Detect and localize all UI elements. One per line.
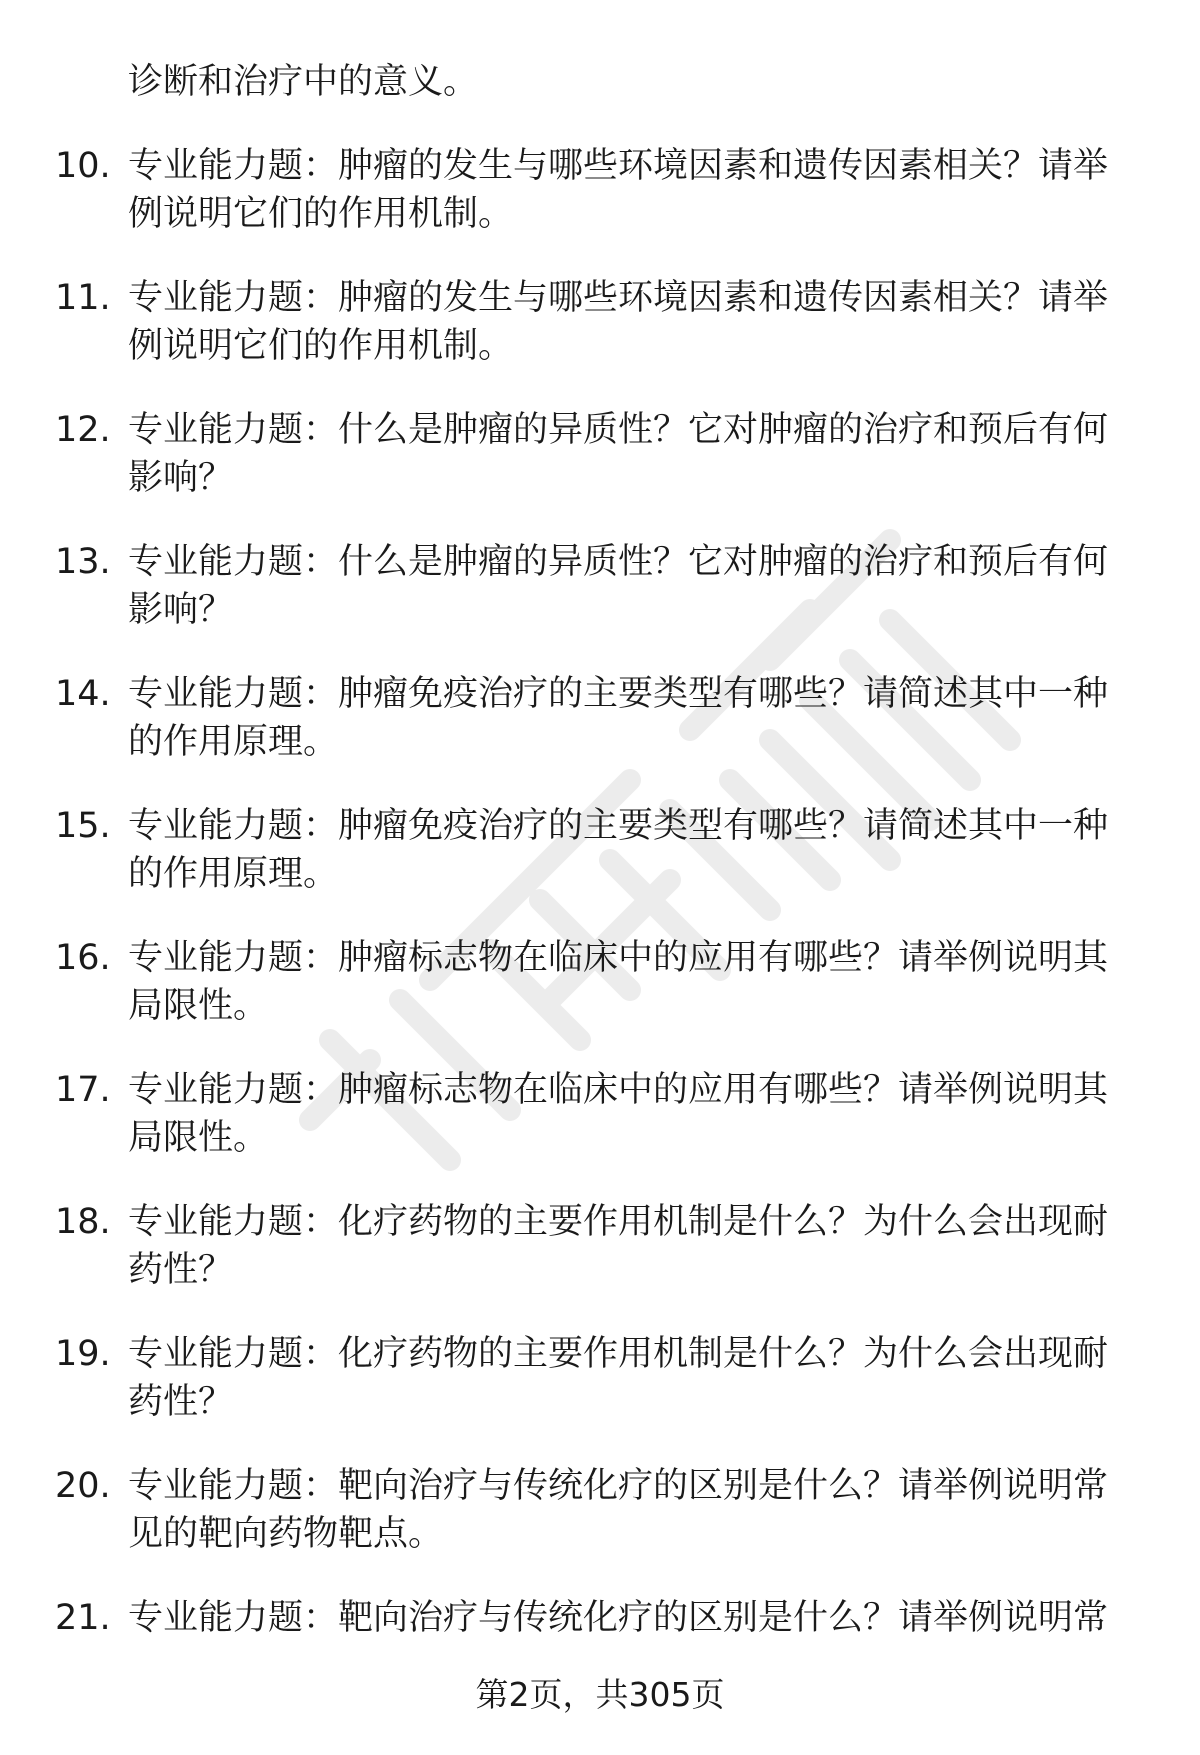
question-text-line-2: 的作用原理。 [128, 722, 339, 762]
question-text-line-2: 的作用原理。 [128, 854, 339, 894]
question-item [0, 1330, 1200, 1462]
question-text-line-1: 专业能力题：靶向治疗与传统化疗的区别是什么？请举例说明常 [128, 1466, 1109, 1506]
question-text-line-1: 专业能力题：什么是肿瘤的异质性？它对肿瘤的治疗和预后有何 [128, 542, 1109, 582]
question-item [0, 934, 1200, 1066]
question-number: 19. [55, 1334, 111, 1374]
question-text-line-2: 见的靶向药物靶点。 [128, 1514, 444, 1554]
question-text-line-2: 例说明它们的作用机制。 [128, 194, 514, 234]
question-number: 18. [55, 1202, 111, 1242]
question-item [0, 1198, 1200, 1330]
question-number: 21. [55, 1598, 111, 1638]
question-text-line-1: 专业能力题：肿瘤免疫治疗的主要类型有哪些？请简述其中一种 [128, 674, 1109, 714]
question-text-line-1: 专业能力题：肿瘤标志物在临床中的应用有哪些？请举例说明其 [128, 1070, 1109, 1110]
question-number: 20. [55, 1466, 111, 1506]
question-item [0, 538, 1200, 670]
question-text-line-1: 专业能力题：肿瘤标志物在临床中的应用有哪些？请举例说明其 [128, 938, 1109, 978]
question-number: 11. [55, 278, 111, 318]
question-number: 17. [55, 1070, 111, 1110]
question-text-line-1: 专业能力题：什么是肿瘤的异质性？它对肿瘤的治疗和预后有何 [128, 410, 1109, 450]
question-number: 14. [55, 674, 111, 714]
question-text-line-2: 局限性。 [128, 986, 269, 1026]
question-number: 15. [55, 806, 111, 846]
question-text-line-2: 药性？ [128, 1382, 234, 1422]
question-text-line-2: 例说明它们的作用机制。 [128, 326, 514, 366]
question-item [0, 802, 1200, 934]
question-item [0, 274, 1200, 406]
question-item [0, 670, 1200, 802]
question-text-line-1: 专业能力题：肿瘤免疫治疗的主要类型有哪些？请简述其中一种 [128, 806, 1109, 846]
question-item [0, 1066, 1200, 1198]
question-text-line-1: 专业能力题：化疗药物的主要作用机制是什么？为什么会出现耐 [128, 1202, 1109, 1242]
question-text-line-2: 药性？ [128, 1250, 234, 1290]
page-footer: 第2页，共305页 [475, 1675, 725, 1714]
question-text-line-1: 专业能力题：化疗药物的主要作用机制是什么？为什么会出现耐 [128, 1334, 1109, 1374]
question-item [0, 1462, 1200, 1594]
question-list [0, 142, 1200, 1726]
question-number: 10. [55, 146, 111, 186]
question-text-line-2: 影响？ [128, 590, 234, 630]
question-text-line-1: 专业能力题：肿瘤的发生与哪些环境因素和遗传因素相关？请举 [128, 146, 1109, 186]
question-number: 16. [55, 938, 111, 978]
question-item [0, 142, 1200, 274]
continuation-text: 诊断和治疗中的意义。 [128, 62, 479, 102]
question-text-line-2: 影响？ [128, 458, 234, 498]
question-text-line-1: 专业能力题：肿瘤的发生与哪些环境因素和遗传因素相关？请举 [128, 278, 1109, 318]
question-number: 12. [55, 410, 111, 450]
question-number: 13. [55, 542, 111, 582]
question-text-line-1: 专业能力题：靶向治疗与传统化疗的区别是什么？请举例说明常 [128, 1598, 1109, 1638]
question-text-line-2: 局限性。 [128, 1118, 269, 1158]
question-item [0, 406, 1200, 538]
